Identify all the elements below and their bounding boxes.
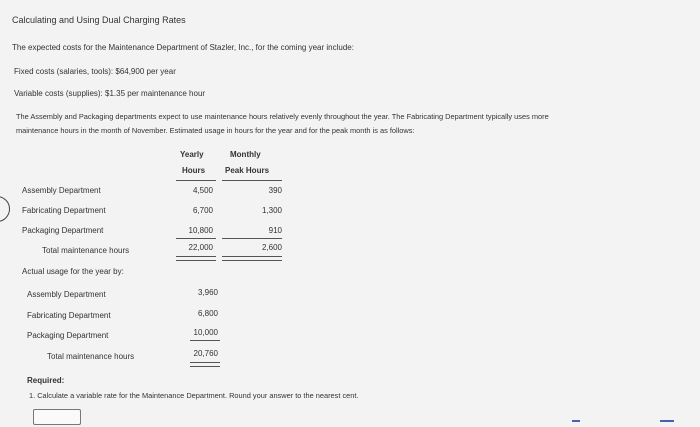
list-item-value: 10,000 [193,328,218,337]
table-row-label: Assembly Department [22,186,101,195]
monthly-header-rule [222,180,282,181]
actual-usage-heading: Actual usage for the year by: [22,267,124,276]
paragraph-line-1: The Assembly and Packaging departments expect to use maintenance hours relatively evenly throughout the year. The Fabricating Department typically uses more [16,112,549,121]
actual-subtotal-rule [190,340,220,341]
list-item-value: 3,960 [197,288,218,297]
table-row-yearly: 4,500 [192,186,213,195]
corner-mark-icon [660,420,674,427]
problem-title: Calculating and Using Dual Charging Rates [12,15,186,25]
yearly-subtotal-rule [176,238,216,239]
monthly-total-double-rule [222,256,282,261]
table-row-monthly: 1,300 [261,206,282,215]
question-1-text: 1. Calculate a variable rate for the Maintenance Department. Round your answer to the nearest cent. [29,391,359,400]
col-monthly-header-2: Peak Hours [225,166,270,175]
yearly-header-rule [176,180,216,181]
side-collapse-tab[interactable] [0,196,10,222]
table-row-yearly: 10,800 [188,226,213,235]
variable-rate-answer-input[interactable] [33,409,81,425]
fixed-costs-text: Fixed costs (salaries, tools): $64,900 per year [14,67,176,76]
corner-mark-icon [572,420,580,427]
yearly-total-double-rule [176,256,216,261]
intro-text: The expected costs for the Maintenance Department of Stazler, Inc., for the coming year include: [12,43,354,52]
table-row-label: Fabricating Department [22,206,106,215]
table-row-yearly: 6,700 [192,206,213,215]
actual-total-label: Total maintenance hours [47,352,135,361]
actual-total-value: 20,760 [193,349,218,358]
total-label: Total maintenance hours [42,246,130,255]
table-row-monthly: 910 [268,226,282,235]
list-item-label: Assembly Department [27,290,106,299]
paragraph-line-2: maintenance hours in the month of November. Estimated usage in hours for the year and for the peak month is as follows: [16,126,415,135]
col-monthly-header-1: Monthly [230,150,261,159]
list-item-label: Packaging Department [27,331,109,340]
list-item-label: Fabricating Department [27,311,111,320]
total-yearly: 22,000 [188,243,213,252]
required-heading: Required: [27,376,65,385]
actual-total-double-rule [190,362,220,367]
variable-costs-text: Variable costs (supplies): $1.35 per maintenance hour [14,89,206,98]
table-row-label: Packaging Department [22,226,104,235]
monthly-subtotal-rule [222,238,282,239]
col-yearly-header-2: Hours [182,166,206,175]
total-monthly: 2,600 [261,243,282,252]
col-yearly-header-1: Yearly [180,150,204,159]
list-item-value: 6,800 [197,309,218,318]
table-row-monthly: 390 [268,186,282,195]
